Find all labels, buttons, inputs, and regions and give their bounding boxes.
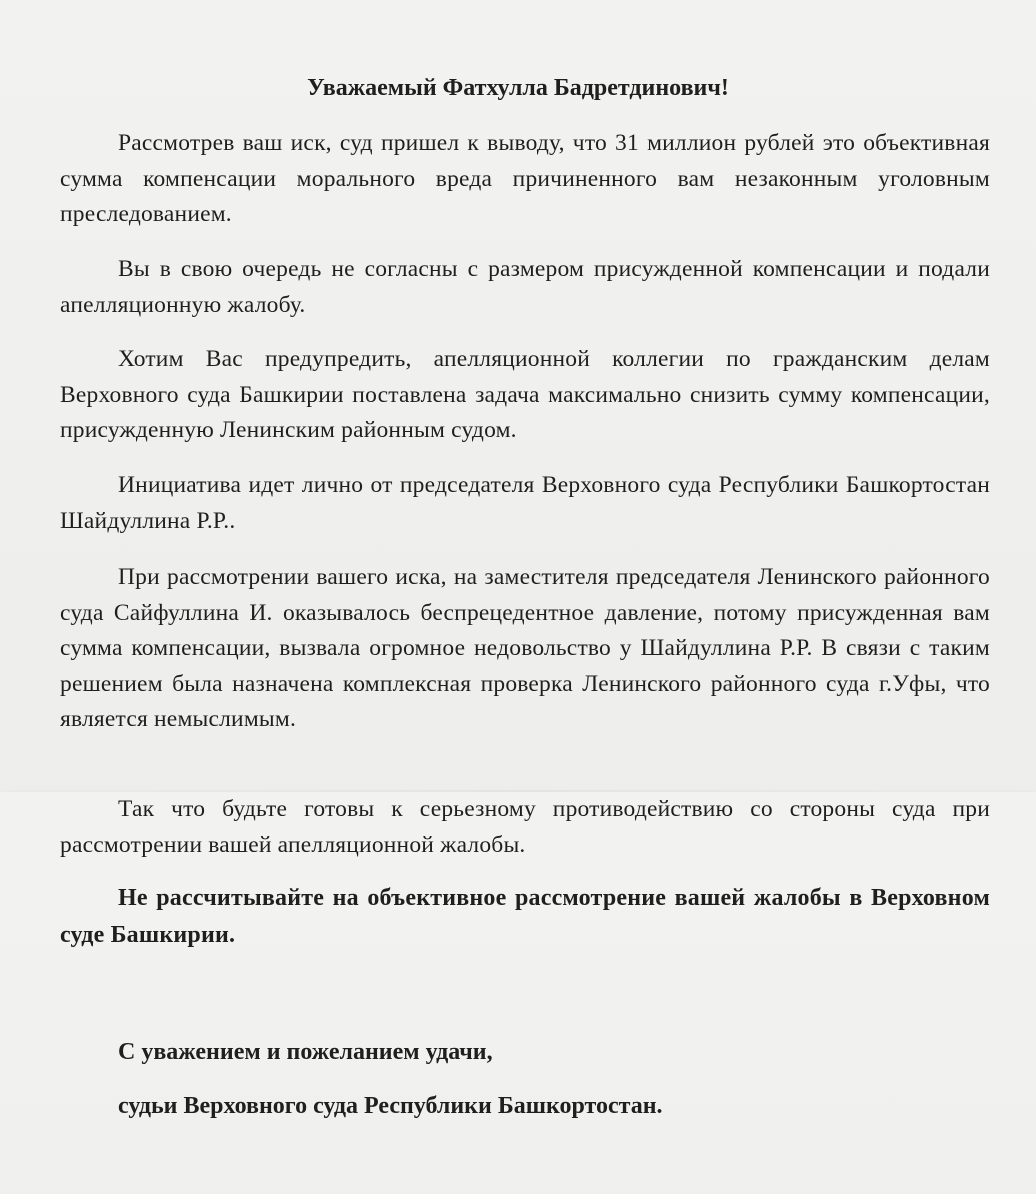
paragraph-4: Инициатива идет лично от председателя Верховного суда Республики Башкортостан Шайдуллина Р.Р..: [60, 472, 990, 534]
paragraph-6: Так что будьте готовы к серьезному противодействию со стороны суда при рассмотрении вашей апелляционной жалобы.: [60, 796, 990, 858]
paragraph-3: Хотим Вас предупредить, апелляционной коллегии по гражданским делам Верховного суда Башкирии поставлена задача максимально снизить сумму компенсации, присужденную Ленинским районным судом.: [60, 346, 990, 443]
paragraph-1: Рассмотрев ваш иск, суд пришел к выводу, что 31 миллион рублей это объективная сумма компенсации морального вреда причиненного вам незаконным уголовным преследованием.: [60, 130, 990, 227]
closing-line: С уважением и пожеланием удачи,: [118, 1039, 493, 1065]
paragraph-7-warning: Не рассчитывайте на объективное рассмотрение вашей жалобы в Верховном суде Башкирии.: [60, 885, 990, 948]
signature-line: судьи Верховного суда Республики Башкортостан.: [118, 1093, 663, 1119]
paragraph-2: Вы в свою очередь не согласны с размером присужденной компенсации и подали апелляционную жалобу.: [60, 256, 990, 318]
salutation: Уважаемый Фатхулла Бадретдинович!: [307, 75, 729, 101]
paragraph-5: При рассмотрении вашего иска, на заместителя председателя Ленинского районного суда Сайфуллина И. оказывалось беспрецедентное давление, потому присужденная вам сумма компенсации, вызвала огромное недовольство у Шайдуллина Р.Р. В связи с таким решением была назначена комплексная проверка Ленинского районного суда г.Уфы, что является немыслимым.: [60, 564, 990, 732]
